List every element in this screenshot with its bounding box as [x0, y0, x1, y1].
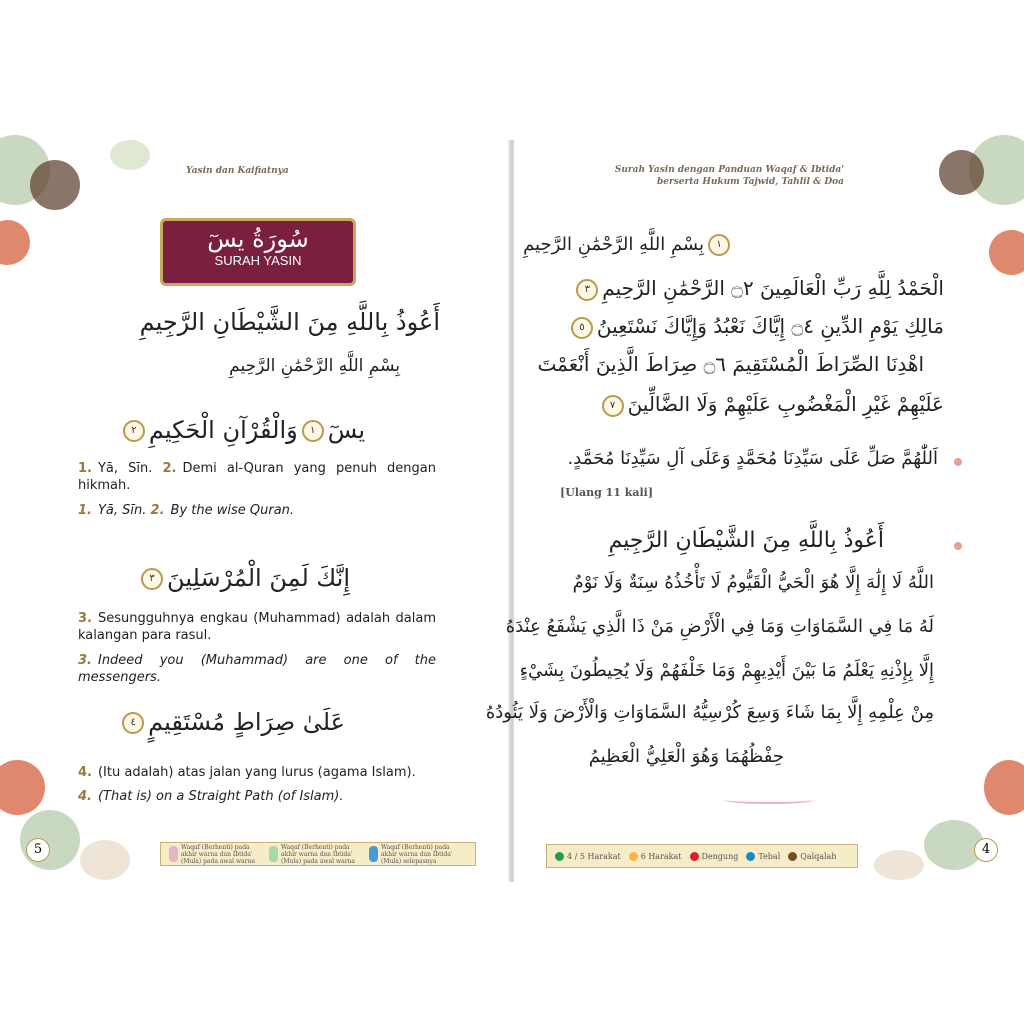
flower-decoration	[110, 140, 150, 170]
num: 1.	[78, 503, 92, 518]
verse-3	[137, 564, 350, 592]
num: 2.	[150, 503, 165, 518]
flower-decoration	[20, 810, 80, 870]
right-page	[485, 140, 1024, 882]
num: 4.	[78, 765, 92, 780]
flower-decoration	[939, 150, 984, 195]
header-line: Surah Yasin dengan Panduan Waqaf & Ibtida'	[614, 165, 844, 175]
num: 2.	[162, 461, 177, 476]
verse-marker: ٢	[123, 420, 145, 442]
ayat-kursi-line: حِفْظُهُمَا وَهُوَ الْعَلِيُّ الْعَظِيمُ	[588, 746, 784, 767]
text: Yā, Sīn.	[97, 461, 153, 476]
flower-decoration	[989, 230, 1024, 275]
tajwid-legend	[546, 844, 858, 868]
fatihah-line	[572, 276, 944, 301]
text: (That is) on a Straight Path (of Islam).	[97, 789, 344, 804]
verse-marker: ٥	[571, 317, 593, 339]
basmalah: بِسْمِ اللَّهِ الرَّحْمَٰنِ الرَّحِيمِ	[229, 356, 400, 376]
bullet-icon	[954, 458, 962, 466]
num: 3.	[78, 611, 92, 626]
flower-decoration	[874, 850, 924, 880]
legend-text: Waqaf (Berhenti) pada akhir warna dan Ibtida' (Mula) pada awal warna	[281, 843, 355, 865]
flower-decoration	[0, 760, 45, 815]
verse-text: عَلَىٰ صِرَاطٍ مُسْتَقِيمٍ	[148, 708, 345, 736]
legend-text: Waqaf (Berhenti) pada akhir warna dan Ibtida' (Mula) selepasnya	[381, 843, 453, 865]
fatihah-line	[523, 234, 734, 256]
repeat-note: [Ulang 11 kali]	[560, 486, 654, 499]
verse-marker: ١	[302, 420, 324, 442]
legend-dot	[629, 852, 638, 861]
english-translation	[78, 652, 436, 686]
verse-marker: ٧	[602, 395, 624, 417]
text: Yā, Sīn.	[97, 503, 147, 518]
page-number: 4	[974, 838, 998, 862]
verse-marker: ٤	[122, 712, 144, 734]
malay-translation	[78, 460, 436, 494]
page-number: 5	[26, 838, 50, 862]
salawat: اَللّٰهُمَّ صَلِّ عَلَى سَيِّدِنَا مُحَمَّدٍ وَعَلَى آلِ سَيِّدِنَا مُحَمَّدٍ.	[567, 448, 938, 469]
english-translation	[78, 788, 436, 805]
legend-text: Qalqalah	[800, 851, 837, 861]
verse-text: الْحَمْدُ لِلَّهِ رَبِّ الْعَالَمِينَ ۝٢ الرَّحْمَٰنِ الرَّحِيمِ	[602, 276, 944, 300]
num: 1.	[78, 461, 92, 476]
verse-marker: ٣	[576, 279, 598, 301]
left-page	[0, 140, 510, 882]
taawwudh: أَعُوذُ بِاللَّهِ مِنَ الشَّيْطَانِ الرَّجِيمِ	[139, 308, 440, 336]
legend-dot	[788, 852, 797, 861]
surah-title-box	[160, 218, 356, 286]
legend-text: Tebal	[758, 851, 781, 861]
flower-decoration	[30, 160, 80, 210]
verse-text: إِنَّكَ لَمِنَ الْمُرْسَلِينَ	[167, 564, 350, 592]
legend-text: Dengung	[701, 851, 739, 861]
text: Demi al-Quran yang penuh dengan hikmah.	[78, 461, 436, 493]
ayat-kursi-line: اللَّهُ لَا إِلَٰهَ إِلَّا هُوَ الْحَيُّ الْقَيُّومُ لَا تَأْخُذُهُ سِنَةٌ وَلَا نَوْمٌ	[572, 572, 934, 593]
header-line: berserta Hukum Tajwid, Tahlil & Doa	[656, 177, 844, 187]
fatihah-line	[567, 314, 944, 339]
verse-text: بِسْمِ اللَّهِ الرَّحْمَٰنِ الرَّحِيمِ	[523, 234, 704, 255]
ornament-divider	[724, 796, 814, 804]
fatihah-line	[538, 352, 925, 376]
legend-text: 4 / 5 Harakat	[567, 851, 621, 861]
verse-text: عَلَيْهِمْ غَيْرِ الْمَغْضُوبِ عَلَيْهِمْ وَلَا الضَّالِّينَ	[627, 392, 944, 416]
text: (Itu adalah) atas jalan yang lurus (agama Islam).	[97, 765, 416, 780]
waqaf-legend	[160, 842, 476, 866]
legend-dot	[746, 852, 755, 861]
verse-text: يسٓ	[327, 416, 365, 444]
legend-swatch	[269, 846, 278, 862]
running-header	[615, 164, 844, 188]
verse-text: مَالِكِ يَوْمِ الدِّينِ ۝٤ إِيَّاكَ نَعْبُدُ وَإِيَّاكَ نَسْتَعِينُ	[596, 314, 944, 338]
surah-title: SURAH YASIN	[214, 253, 302, 268]
text: Sesungguhnya engkau (Muhammad) adalah dalam kalangan para rasul.	[78, 611, 436, 643]
legend-text: Waqaf (Berhenti) pada akhir warna dan Ibtida' (Mula) pada awal warna	[181, 843, 255, 865]
surah-title-arabic: سُورَةُ يسٓ	[207, 225, 309, 253]
bullet-icon	[954, 542, 962, 550]
ayat-kursi-line: مِنْ عِلْمِهِ إِلَّا بِمَا شَاءَ وَسِعَ كُرْسِيُّهُ السَّمَاوَاتِ وَالْأَرْضَ وَلَا يَئُودُهُ	[485, 702, 934, 723]
malay-translation	[78, 764, 436, 781]
verse-4	[118, 708, 345, 736]
flower-decoration	[80, 840, 130, 880]
num: 3.	[78, 653, 92, 668]
num: 4.	[78, 789, 92, 804]
legend-dot	[690, 852, 699, 861]
text: By the wise Quran.	[170, 503, 295, 518]
running-header: Yasin dan Kaifiatnya	[186, 166, 289, 176]
verse-text: وَالْقُرْآنِ الْحَكِيمِ	[148, 416, 298, 444]
taawwudh: أَعُوذُ بِاللَّهِ مِنَ الشَّيْطَانِ الرَّجِيمِ	[608, 528, 884, 553]
malay-translation	[78, 610, 436, 644]
ayat-kursi-line: لَهُ مَا فِي السَّمَاوَاتِ وَمَا فِي الْأَرْضِ مَنْ ذَا الَّذِي يَشْفَعُ عِنْدَهُ	[505, 616, 934, 637]
legend-swatch	[169, 846, 178, 862]
flower-decoration	[984, 760, 1024, 815]
verse-1-2	[119, 416, 365, 444]
flower-decoration	[0, 220, 30, 265]
text: Indeed you (Muhammad) are one of the messengers.	[78, 653, 436, 685]
verse-text: اهْدِنَا الصِّرَاطَ الْمُسْتَقِيمَ ۝٦ صِرَاطَ الَّذِينَ أَنْعَمْتَ	[537, 352, 924, 376]
legend-swatch	[369, 846, 378, 862]
english-translation	[78, 502, 436, 519]
legend-text: 6 Harakat	[640, 851, 682, 861]
verse-marker: ١	[708, 234, 730, 256]
verse-marker: ٣	[141, 568, 163, 590]
legend-dot	[555, 852, 564, 861]
fatihah-line	[598, 392, 944, 417]
ayat-kursi-line: إِلَّا بِإِذْنِهِ يَعْلَمُ مَا بَيْنَ أَيْدِيهِمْ وَمَا خَلْفَهُمْ وَلَا يُحِيطُونَ بِشَيْءٍ	[519, 660, 934, 681]
